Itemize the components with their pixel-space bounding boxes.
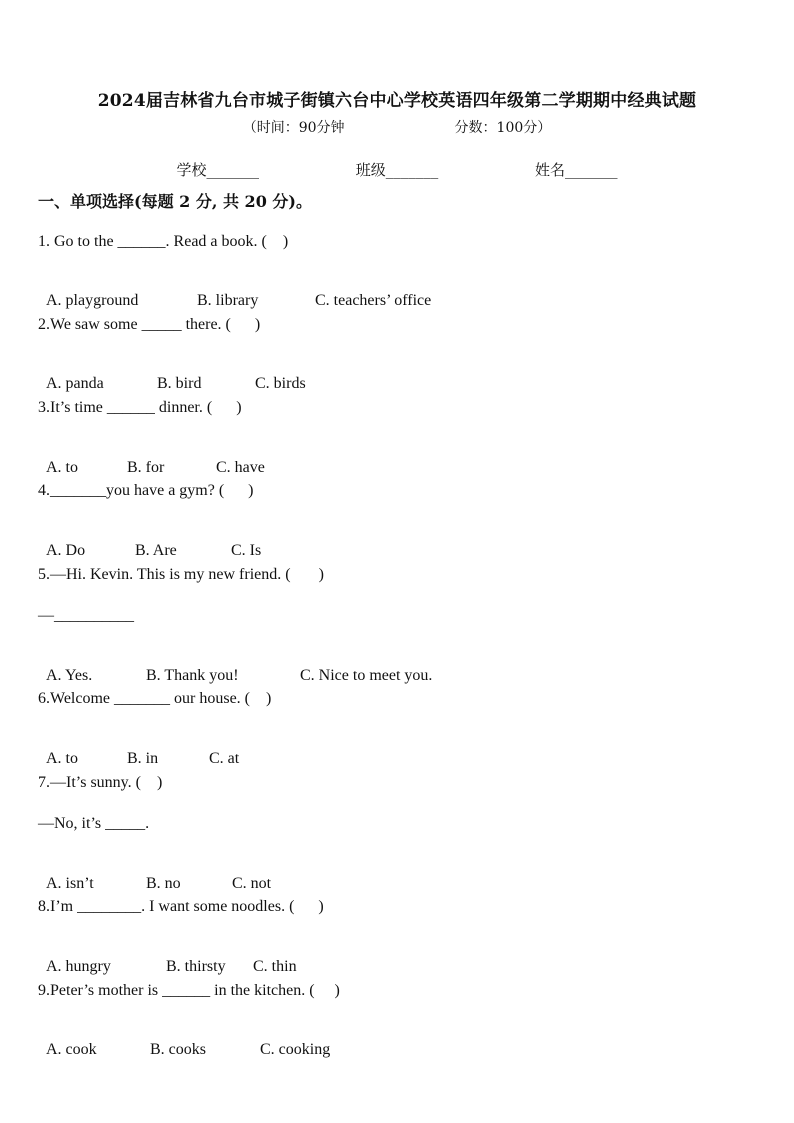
name-field: 姓名_______ (535, 161, 618, 179)
option-c: C. not (232, 875, 272, 892)
option-c: C. have (216, 459, 265, 476)
time-limit: （时间：90分钟 (242, 120, 345, 136)
school-field: 学校_______ (176, 161, 259, 179)
option-b: B. Thank you! (146, 667, 239, 684)
total-score: 分数：100分） (454, 120, 552, 136)
options-3 (38, 441, 265, 477)
option-a: A. playground (46, 292, 139, 309)
option-a: A. hungry (46, 958, 111, 975)
question-6: 6.Welcome _______ our house. ( ) (38, 690, 272, 707)
options-4 (38, 524, 261, 560)
option-b: B. no (146, 875, 181, 892)
option-c: C. cooking (260, 1041, 331, 1058)
option-b: B. bird (157, 375, 202, 392)
option-b: B. cooks (150, 1041, 206, 1058)
option-c: C. thin (253, 958, 297, 975)
option-a: A. Yes. (46, 667, 93, 684)
option-c: C. teachers’ office (315, 292, 432, 309)
question-3: 3.It’s time ______ dinner. ( ) (38, 399, 242, 416)
option-c: C. at (209, 750, 240, 767)
question-5-reply: —__________ (38, 607, 134, 624)
option-a: A. to (46, 750, 78, 767)
exam-subtitle (0, 117, 794, 137)
student-info-row (0, 159, 794, 180)
options-5 (38, 649, 432, 685)
question-9: 9.Peter’s mother is ______ in the kitchen. ( ) (38, 982, 340, 999)
options-6 (38, 732, 239, 768)
question-2: 2.We saw some _____ there. ( ) (38, 316, 261, 333)
option-b: B. Are (135, 542, 177, 559)
question-7-reply: —No, it’s _____. (38, 815, 150, 832)
option-c: C. Nice to meet you. (300, 667, 433, 684)
option-a: A. cook (46, 1041, 97, 1058)
option-b: B. in (127, 750, 159, 767)
question-8: 8.I’m ________. I want some noodles. ( ) (38, 898, 324, 915)
question-1: 1. Go to the ______. Read a book. ( ) (38, 233, 289, 250)
section-heading: 一、单项选择(每题 2 分, 共 20 分)。 (38, 192, 312, 211)
option-b: B. for (127, 459, 165, 476)
option-a: A. panda (46, 375, 104, 392)
options-8 (38, 940, 297, 976)
option-b: B. library (197, 292, 259, 309)
option-a: A. isn’t (46, 875, 94, 892)
options-2 (38, 357, 306, 393)
question-7: 7.—It’s sunny. ( ) (38, 774, 163, 791)
option-a: A. to (46, 459, 78, 476)
exam-title: 2024届吉林省九台市城子街镇六台中心学校英语四年级第二学期期中经典试题 (97, 91, 697, 111)
question-4: 4._______you have a gym? ( ) (38, 482, 254, 499)
option-b: B. thirsty (166, 958, 226, 975)
class-field: 班级_______ (355, 161, 439, 179)
option-c: C. Is (231, 542, 262, 559)
options-1 (38, 274, 431, 310)
question-5: 5.—Hi. Kevin. This is my new friend. ( ) (38, 566, 324, 583)
options-7 (38, 857, 271, 893)
option-a: A. Do (46, 542, 86, 559)
option-c: C. birds (255, 375, 306, 392)
options-9 (38, 1023, 330, 1059)
